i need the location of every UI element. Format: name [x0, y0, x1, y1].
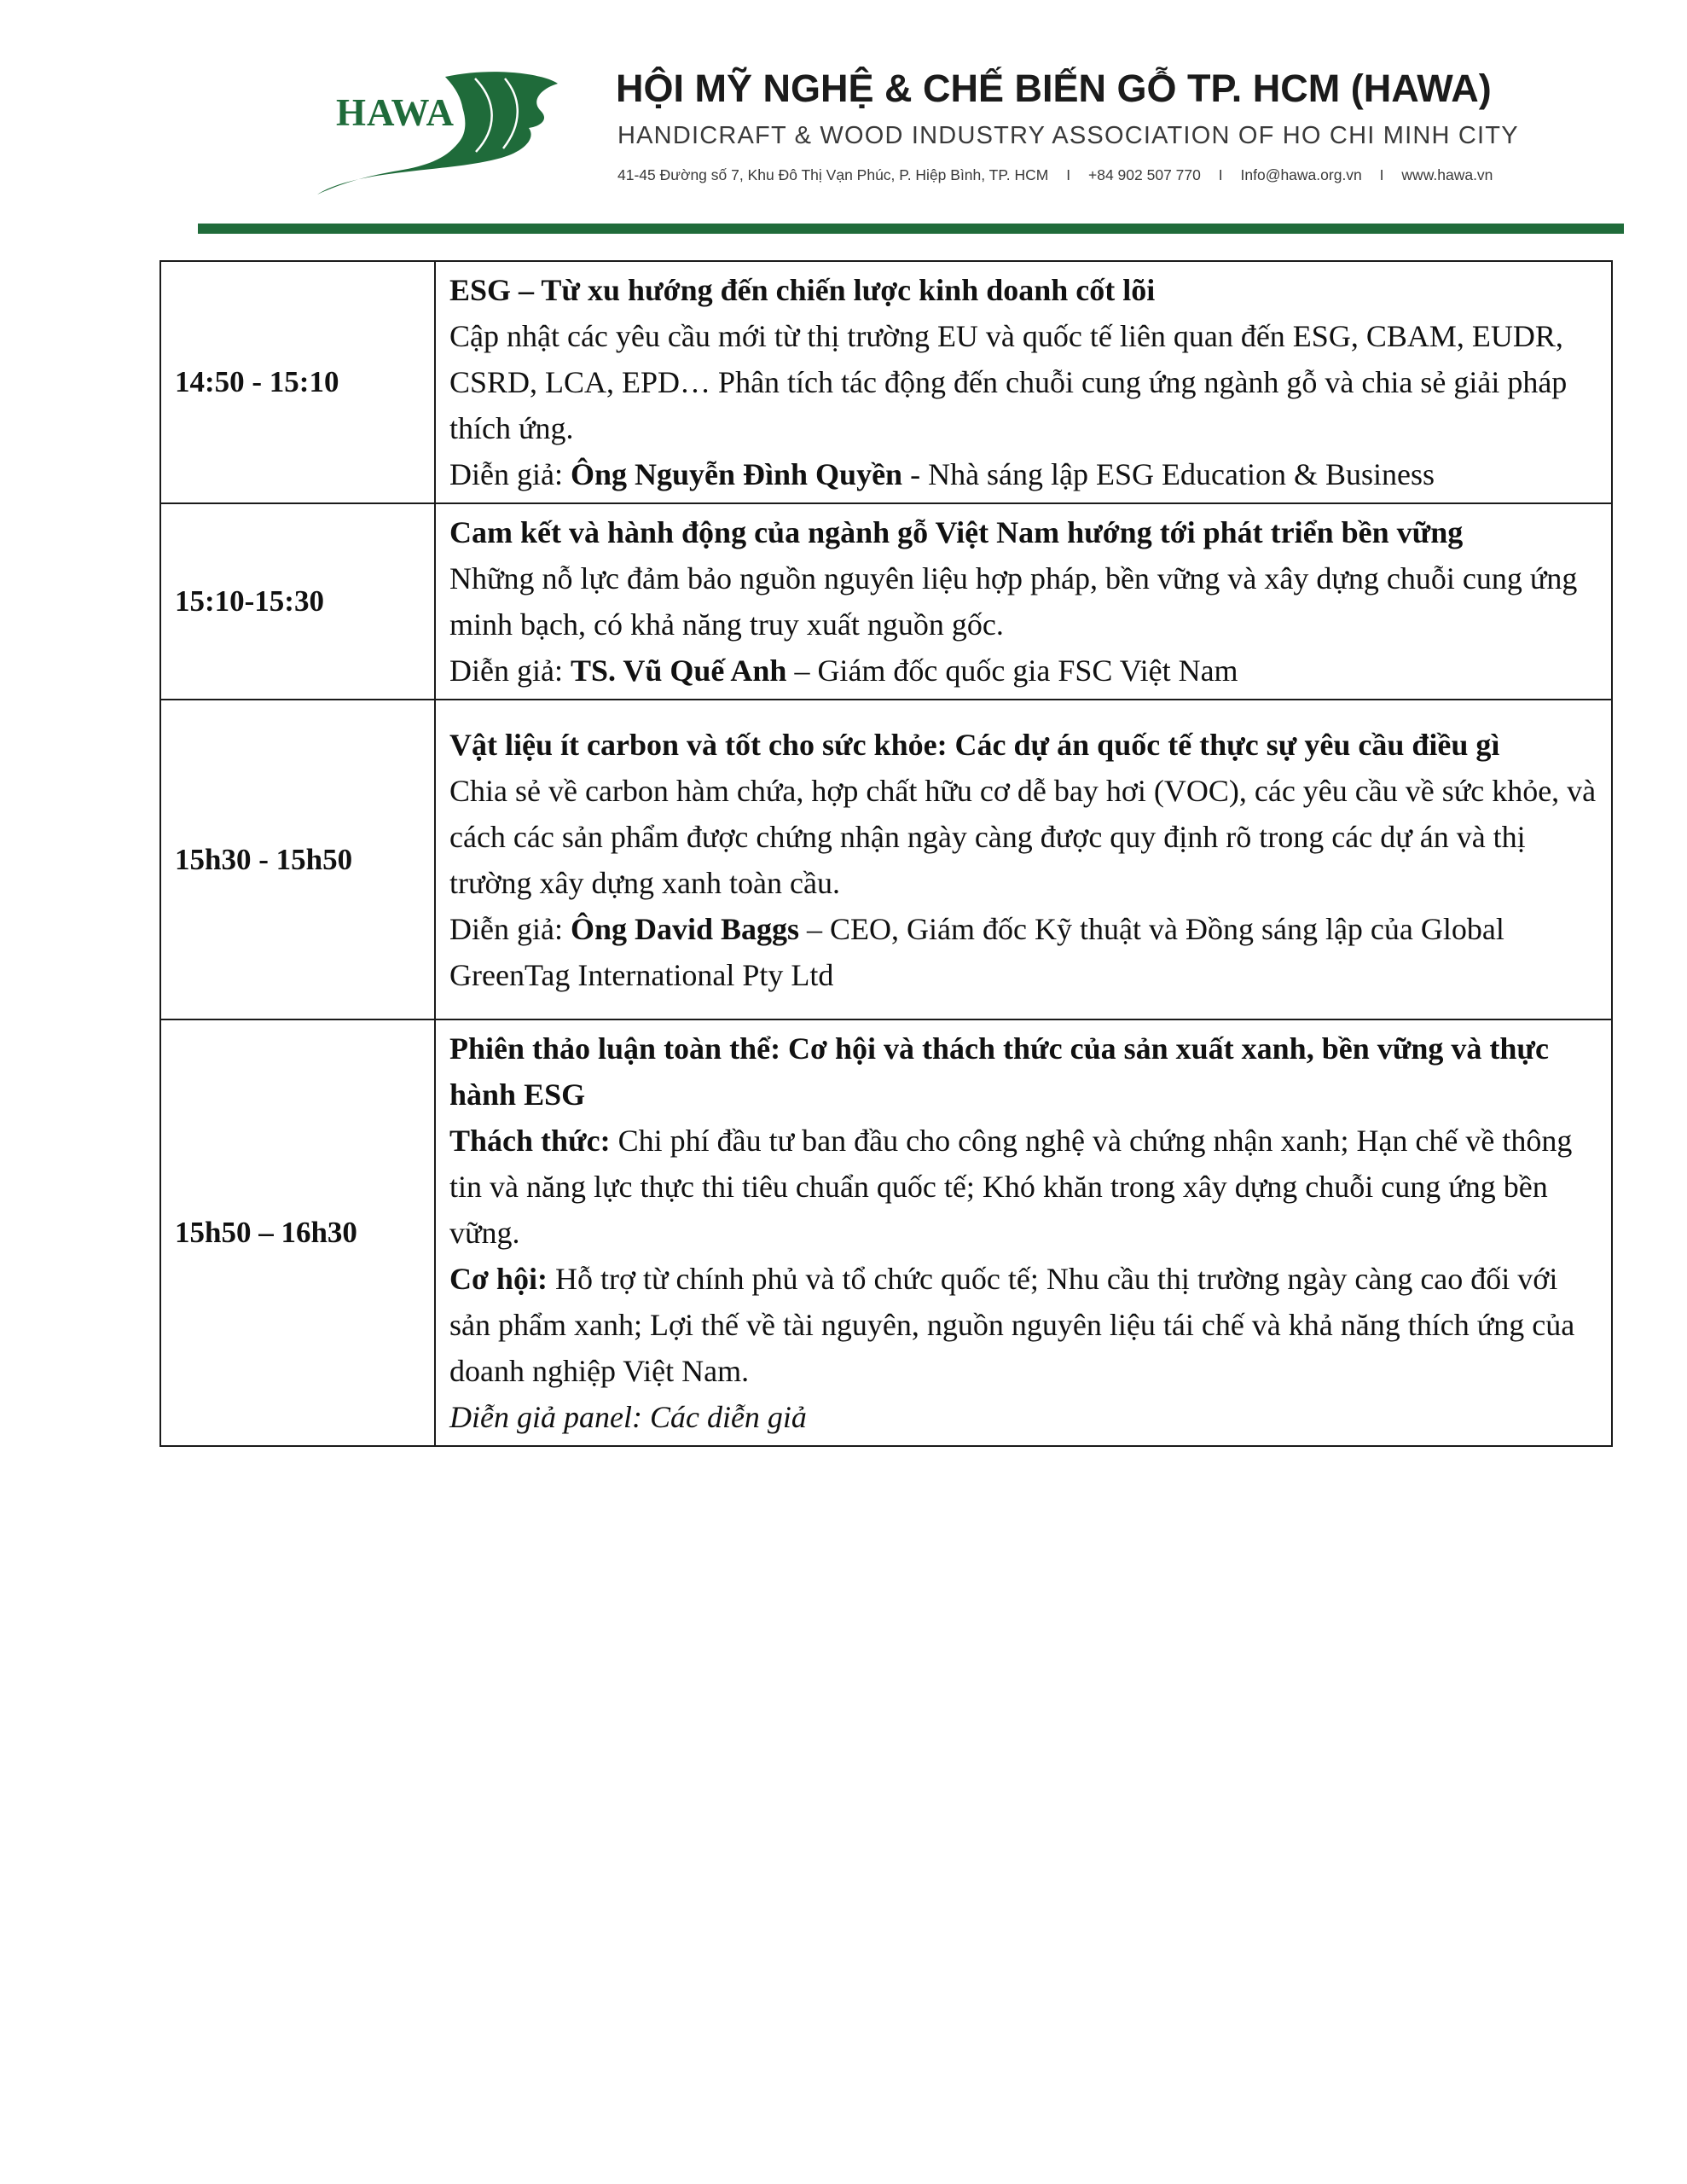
agenda-table [159, 260, 1613, 1447]
organization-subtitle: HANDICRAFT & WOOD INDUSTRY ASSOCIATION OF HO CHI MINH CITY [617, 122, 1519, 149]
table-row [160, 700, 1612, 1019]
organization-title: HỘI MỸ NGHỆ & CHẾ BIẾN GỖ TP. HCM (HAWA) [616, 67, 1492, 110]
session-content [435, 1019, 1612, 1446]
session-time: 14:50 - 15:10 [160, 261, 435, 503]
table-row [160, 503, 1612, 700]
session-content [435, 261, 1612, 503]
speaker-role: - Nhà sáng lập ESG Education & Business [902, 457, 1435, 491]
challenges [449, 1118, 1597, 1256]
table-row [160, 261, 1612, 503]
separator: I [1066, 166, 1071, 183]
session-description: Những nỗ lực đảm bảo nguồn nguyên liệu hợp pháp, bền vững và xây dựng chuỗi cung ứng minh bạch, có khả năng truy xuất nguồn gốc. [449, 561, 1578, 642]
speaker-label: Diễn giả: [449, 457, 571, 491]
header-divider [198, 224, 1624, 234]
speaker-label: Diễn giả: [449, 911, 571, 946]
letterhead [0, 0, 1687, 230]
table-row [160, 1019, 1612, 1446]
session-content [435, 700, 1612, 1019]
session-description: Chia sẻ về carbon hàm chứa, hợp chất hữu cơ dễ bay hơi (VOC), các yêu cầu về sức khỏe, và cách các sản phẩm được chứng nhận ngày càng được quy định rõ trong các dự án và thị trường xây dựng xanh toàn cầu. [449, 773, 1597, 900]
speaker-line [449, 648, 1597, 694]
speaker-name: Ông Nguyễn Đình Quyền [570, 457, 903, 491]
logo-text: HAWA [336, 91, 455, 134]
separator: I [1218, 166, 1223, 183]
session-title: Vật liệu ít carbon và tốt cho sức khỏe: Các dự án quốc tế thực sự yêu cầu điều gì [449, 727, 1500, 762]
speaker-role: – CEO, Giám đốc Kỹ thuật và Đồng sáng lập của Global GreenTag International Pty Ltd [449, 911, 1504, 992]
website: www.hawa.vn [1401, 166, 1493, 183]
session-time: 15:10-15:30 [160, 503, 435, 700]
panel-note: Diễn giả panel: Các diễn giả [449, 1400, 807, 1434]
separator: I [1379, 166, 1384, 183]
hawa-logo [317, 67, 560, 196]
opportunities-label: Cơ hội: [449, 1262, 548, 1296]
address: 41-45 Đường số 7, Khu Đô Thị Vạn Phúc, P. Hiệp Bình, TP. HCM [617, 166, 1049, 183]
email: Info@hawa.org.vn [1240, 166, 1362, 183]
opportunities [449, 1256, 1597, 1394]
session-title: ESG – Từ xu hướng đến chiến lược kinh doanh cốt lõi [449, 273, 1156, 307]
speaker-role: – Giám đốc quốc gia FSC Việt Nam [786, 653, 1238, 688]
speaker-line [449, 906, 1597, 998]
session-content [435, 503, 1612, 700]
session-title: Cam kết và hành động của ngành gỗ Việt Nam hướng tới phát triển bền vững [449, 515, 1464, 549]
phone: +84 902 507 770 [1088, 166, 1201, 183]
speaker-name: Ông David Baggs [570, 911, 800, 946]
challenges-label: Thách thức: [449, 1124, 611, 1158]
contact-line [617, 166, 1493, 184]
speaker-line [449, 451, 1597, 497]
session-time: 15h30 - 15h50 [160, 700, 435, 1019]
speaker-name: TS. Vũ Quế Anh [570, 653, 787, 688]
session-description: Cập nhật các yêu cầu mới từ thị trường EU và quốc tế liên quan đến ESG, CBAM, EUDR, CSRD, LCA, EPD… Phân tích tác động đến chuỗi cung ứng ngành gỗ và chia sẻ giải pháp thích ứng. [449, 319, 1568, 445]
challenges-text: Chi phí đầu tư ban đầu cho công nghệ và chứng nhận xanh; Hạn chế về thông tin và năng lực thực thi tiêu chuẩn quốc tế; Khó khăn trong xây dựng chuỗi cung ứng bền vững. [449, 1124, 1573, 1250]
session-title: Phiên thảo luận toàn thể: Cơ hội và thách thức của sản xuất xanh, bền vững và thực hành ESG [449, 1031, 1549, 1112]
session-time: 15h50 – 16h30 [160, 1019, 435, 1446]
speaker-label: Diễn giả: [449, 653, 571, 688]
opportunities-text: Hỗ trợ từ chính phủ và tổ chức quốc tế; Nhu cầu thị trường ngày càng cao đối với sản phẩm xanh; Lợi thế về tài nguyên, nguồn nguyên liệu tái chế và khả năng thích ứng của doanh nghiệp Việt Nam. [449, 1262, 1575, 1388]
